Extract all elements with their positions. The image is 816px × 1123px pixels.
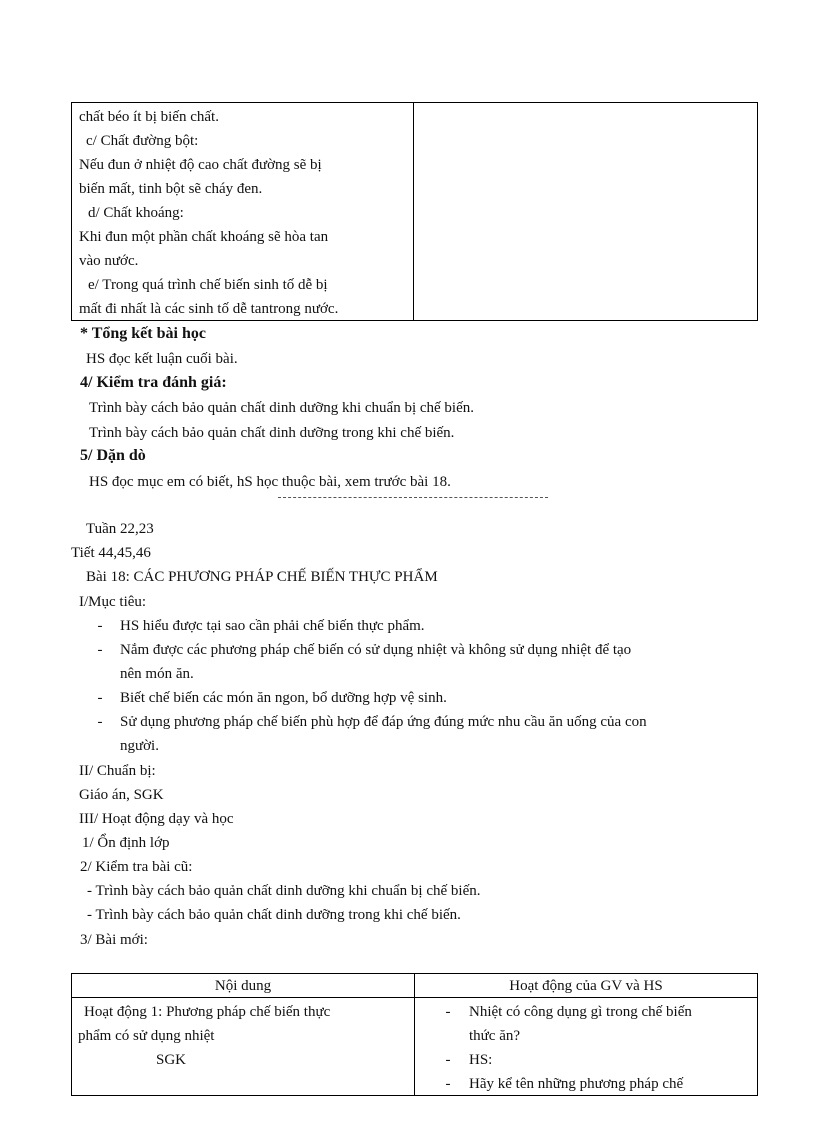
top-table-line: biến mất, tinh bột sẽ cháy đen. — [79, 181, 263, 197]
top-table-line: mất đi nhất là các sinh tố dễ tantrong nước. — [79, 301, 339, 317]
column-header-activities: Hoạt động của GV và HS — [509, 978, 663, 994]
step-new-lesson: 3/ Bài mới: — [80, 932, 148, 948]
assessment-item: Trình bày cách bảo quản chất dinh dưỡng trong khi chế biến. — [89, 425, 455, 441]
bullet-dash: - — [97, 690, 103, 706]
objective-item-cont: người. — [120, 738, 159, 754]
step-stabilize: 1/ Ổn định lớp — [82, 835, 170, 851]
summary-heading: * Tổng kết bài học — [80, 325, 206, 342]
top-table-line: c/ Chất đường bột: — [86, 133, 199, 149]
review-item: - Trình bày cách bảo quản chất dinh dưỡng khi chuẩn bị chế biến. — [87, 883, 481, 899]
separator-line — [278, 497, 548, 498]
activity-item: Hãy kể tên những phương pháp chế — [469, 1076, 684, 1092]
content-line: Hoạt động 1: Phương pháp chế biến thực — [84, 1004, 331, 1020]
summary-text: HS đọc kết luận cuối bài. — [86, 351, 238, 367]
top-table-line: Nếu đun ở nhiệt độ cao chất đường sẽ bị — [79, 157, 322, 173]
objective-item: Sử dụng phương pháp chế biến phù hợp để đáp ứng đúng mức nhu cầu ăn uống của con — [120, 714, 647, 730]
preparation-heading: II/ Chuẩn bị: — [79, 763, 156, 779]
top-table-line: vào nước. — [79, 253, 139, 269]
homework-text: HS đọc mục em có biết, hS học thuộc bài, xem trước bài 18. — [89, 474, 451, 490]
top-table-line: chất béo ít bị biến chất. — [79, 109, 219, 125]
homework-heading: 5/ Dặn dò — [80, 447, 146, 464]
top-table-line: d/ Chất khoáng: — [88, 205, 184, 221]
activities-heading: III/ Hoạt động dạy và học — [79, 811, 234, 827]
bullet-dash: - — [445, 1004, 451, 1020]
review-item: - Trình bày cách bảo quản chất dinh dưỡng trong khi chế biến. — [87, 907, 461, 923]
bullet-dash: - — [97, 618, 103, 634]
lesson-title: Bài 18: CÁC PHƯƠNG PHÁP CHẾ BIẾN THỰC PHẨM — [86, 569, 438, 585]
top-table-divider — [413, 102, 414, 321]
objective-item: Biết chế biến các món ăn ngon, bổ dưỡng hợp vệ sinh. — [120, 690, 447, 706]
activity-item: HS: — [469, 1052, 493, 1068]
step-review: 2/ Kiểm tra bài cũ: — [80, 859, 193, 875]
assessment-item: Trình bày cách bảo quản chất dinh dưỡng khi chuẩn bị chế biến. — [89, 400, 474, 416]
bullet-dash: - — [97, 714, 103, 730]
activity-item-cont: thức ăn? — [469, 1028, 521, 1044]
objective-item-cont: nên món ăn. — [120, 666, 194, 682]
assessment-heading: 4/ Kiểm tra đánh giá: — [80, 374, 227, 391]
bullet-dash: - — [445, 1076, 451, 1092]
column-header-content: Nội dung — [214, 978, 272, 994]
bullet-dash: - — [97, 642, 103, 658]
periods-label: Tiết 44,45,46 — [71, 545, 151, 561]
week-label: Tuần 22,23 — [86, 521, 154, 537]
content-line: phẩm có sử dụng nhiệt — [78, 1028, 215, 1044]
bullet-dash: - — [445, 1052, 451, 1068]
top-table-line: Khi đun một phần chất khoáng sẽ hòa tan — [79, 229, 329, 245]
activity-item: Nhiệt có công dụng gì trong chế biến — [469, 1004, 692, 1020]
objective-item: HS hiểu được tại sao cần phải chế biến thực phẩm. — [120, 618, 425, 634]
preparation-text: Giáo án, SGK — [79, 787, 164, 803]
objectives-heading: I/Mục tiêu: — [79, 594, 147, 610]
content-line: SGK — [156, 1052, 187, 1068]
top-table-line: e/ Trong quá trình chế biến sinh tố dễ bị — [88, 277, 328, 293]
objective-item: Nắm được các phương pháp chế biến có sử dụng nhiệt và không sử dụng nhiệt để tạo — [120, 642, 632, 658]
